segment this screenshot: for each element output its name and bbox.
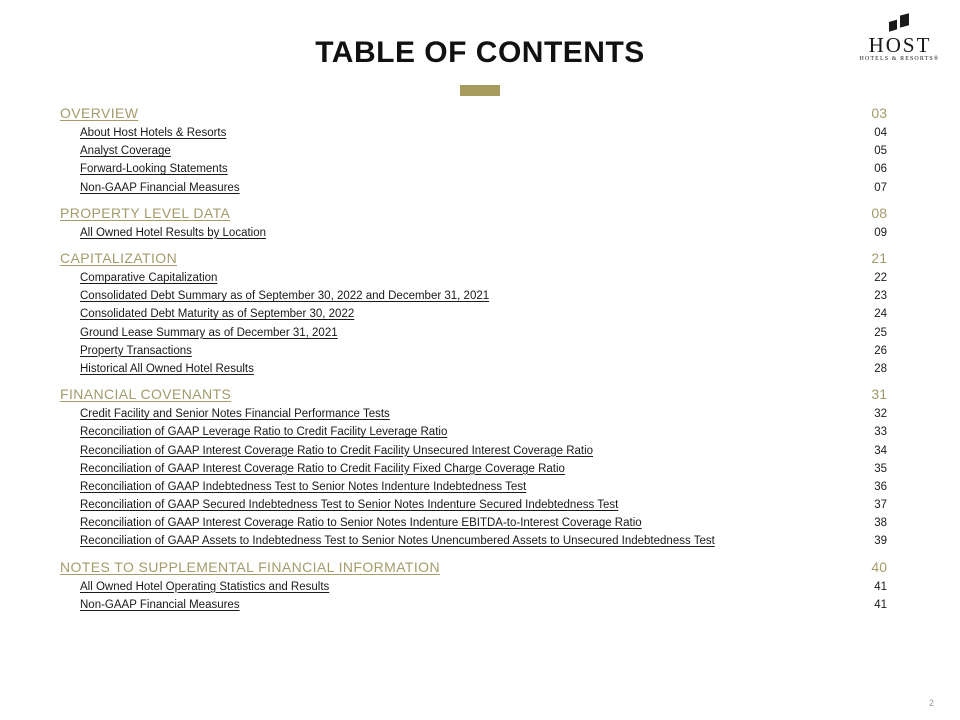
toc-item-link[interactable]: Reconciliation of GAAP Interest Coverage Ratio to Senior Notes Indenture EBITDA-to-Interest Coverage Ratio	[80, 517, 642, 530]
page-title: TABLE OF CONTENTS	[315, 36, 645, 69]
toc-item-row	[60, 324, 887, 342]
toc-section-page-number: 03	[871, 105, 887, 121]
toc-item-link[interactable]: Credit Facility and Senior Notes Financial Performance Tests	[80, 408, 390, 421]
toc-item-page-number: 09	[874, 226, 887, 239]
toc-section-row	[60, 103, 887, 123]
toc-item-row	[60, 405, 887, 423]
toc-item-link[interactable]: Reconciliation of GAAP Secured Indebtedness Test to Senior Notes Indenture Secured Indebtedness Test	[80, 499, 619, 512]
toc-item-link[interactable]: Non-GAAP Financial Measures	[80, 181, 240, 194]
toc-item-row	[60, 514, 887, 532]
toc-item-link[interactable]: All Owned Hotel Operating Statistics and Results	[80, 580, 330, 593]
toc-item-link[interactable]: Reconciliation of GAAP Interest Coverage Ratio to Credit Facility Unsecured Interest Coverage Ratio	[80, 444, 594, 457]
toc-item-link[interactable]: Forward-Looking Statements	[80, 163, 228, 176]
toc-item-row	[60, 478, 887, 496]
toc-section-link[interactable]: FINANCIAL COVENANTS	[60, 386, 232, 403]
toc-item-row	[60, 532, 887, 550]
toc-item-row	[60, 269, 887, 287]
toc-item-page-number: 22	[874, 272, 887, 285]
toc-item-row	[60, 160, 887, 178]
toc-item-page-number: 25	[874, 326, 887, 339]
toc-item-row	[60, 179, 887, 197]
toc-item-link[interactable]: Reconciliation of GAAP Leverage Ratio to Credit Facility Leverage Ratio	[80, 426, 448, 439]
toc-item-page-number: 05	[874, 145, 887, 158]
table-of-contents	[60, 97, 887, 614]
toc-section-page-number: 08	[871, 204, 887, 221]
toc-item-row	[60, 496, 887, 514]
title-divider	[460, 85, 500, 96]
toc-item-page-number: 07	[874, 181, 887, 194]
toc-item-link[interactable]: Historical All Owned Hotel Results	[80, 362, 254, 375]
toc-item-page-number: 35	[874, 462, 887, 475]
toc-item-row	[60, 305, 887, 323]
toc-item-row	[60, 460, 887, 478]
logo-tagline: HOTELS & RESORTS®	[859, 56, 940, 62]
toc-section-link[interactable]: NOTES TO SUPPLEMENTAL FINANCIAL INFORMATION	[60, 558, 440, 575]
toc-item-row	[60, 124, 887, 142]
toc-item-page-number: 34	[874, 444, 887, 457]
toc-item-link[interactable]: Property Transactions	[80, 344, 192, 357]
toc-item-row	[60, 423, 887, 441]
toc-item-link[interactable]: About Host Hotels & Resorts	[80, 127, 227, 140]
toc-item-page-number: 06	[874, 163, 887, 176]
toc-item-link[interactable]: Consolidated Debt Maturity as of September 30, 2022	[80, 308, 355, 321]
toc-item-link[interactable]: Ground Lease Summary as of December 31, 2021	[80, 326, 338, 339]
toc-item-page-number: 41	[874, 580, 887, 593]
toc-item-row	[60, 287, 887, 305]
toc-item-link[interactable]: Reconciliation of GAAP Assets to Indebtedness Test to Senior Notes Unencumbered Assets to Unsecured Indebtedness Test	[80, 535, 715, 548]
toc-item-row	[60, 441, 887, 459]
toc-item-page-number: 38	[874, 517, 887, 530]
toc-item-page-number: 33	[874, 426, 887, 439]
toc-item-page-number: 04	[874, 127, 887, 140]
toc-item-link[interactable]: Consolidated Debt Summary as of September 30, 2022 and December 31, 2021	[80, 290, 490, 303]
toc-item-row	[60, 578, 887, 596]
host-logo	[856, 13, 942, 63]
toc-item-link[interactable]: Analyst Coverage	[80, 145, 171, 158]
toc-item-page-number: 26	[874, 344, 887, 357]
toc-item-link[interactable]: Non-GAAP Financial Measures	[80, 598, 240, 611]
toc-item-page-number: 24	[874, 308, 887, 321]
toc-item-row	[60, 142, 887, 160]
toc-item-page-number: 23	[874, 290, 887, 303]
host-double-flag-icon	[886, 13, 912, 34]
toc-item-row	[60, 596, 887, 614]
toc-section-page-number: 21	[871, 249, 887, 266]
toc-section-row	[60, 203, 887, 223]
toc-item-page-number: 28	[874, 362, 887, 375]
toc-item-row	[60, 342, 887, 360]
slide-page-number: 2	[928, 698, 934, 708]
toc-item-row	[60, 224, 887, 242]
toc-section-row	[60, 384, 887, 404]
toc-item-link[interactable]: Comparative Capitalization	[80, 272, 218, 285]
toc-item-page-number: 41	[874, 598, 887, 611]
toc-section-page-number: 31	[871, 386, 887, 403]
toc-item-row	[60, 360, 887, 378]
toc-item-link[interactable]: All Owned Hotel Results by Location	[80, 226, 267, 239]
toc-section-row	[60, 557, 887, 577]
toc-item-page-number: 32	[874, 408, 887, 421]
toc-item-link[interactable]: Reconciliation of GAAP Indebtedness Test to Senior Notes Indenture Indebtedness Test	[80, 480, 527, 493]
toc-section-link[interactable]: PROPERTY LEVEL DATA	[60, 204, 231, 221]
toc-section-link[interactable]: OVERVIEW	[60, 105, 139, 121]
toc-item-link[interactable]: Reconciliation of GAAP Interest Coverage Ratio to Credit Facility Fixed Charge Coverage Ratio	[80, 462, 565, 475]
toc-item-page-number: 36	[874, 480, 887, 493]
toc-item-page-number: 39	[874, 535, 887, 548]
logo-wordmark: HOST	[868, 33, 932, 57]
toc-section-link[interactable]: CAPITALIZATION	[60, 249, 178, 266]
toc-section-page-number: 40	[871, 558, 887, 575]
toc-section-row	[60, 248, 887, 268]
toc-item-page-number: 37	[874, 499, 887, 512]
